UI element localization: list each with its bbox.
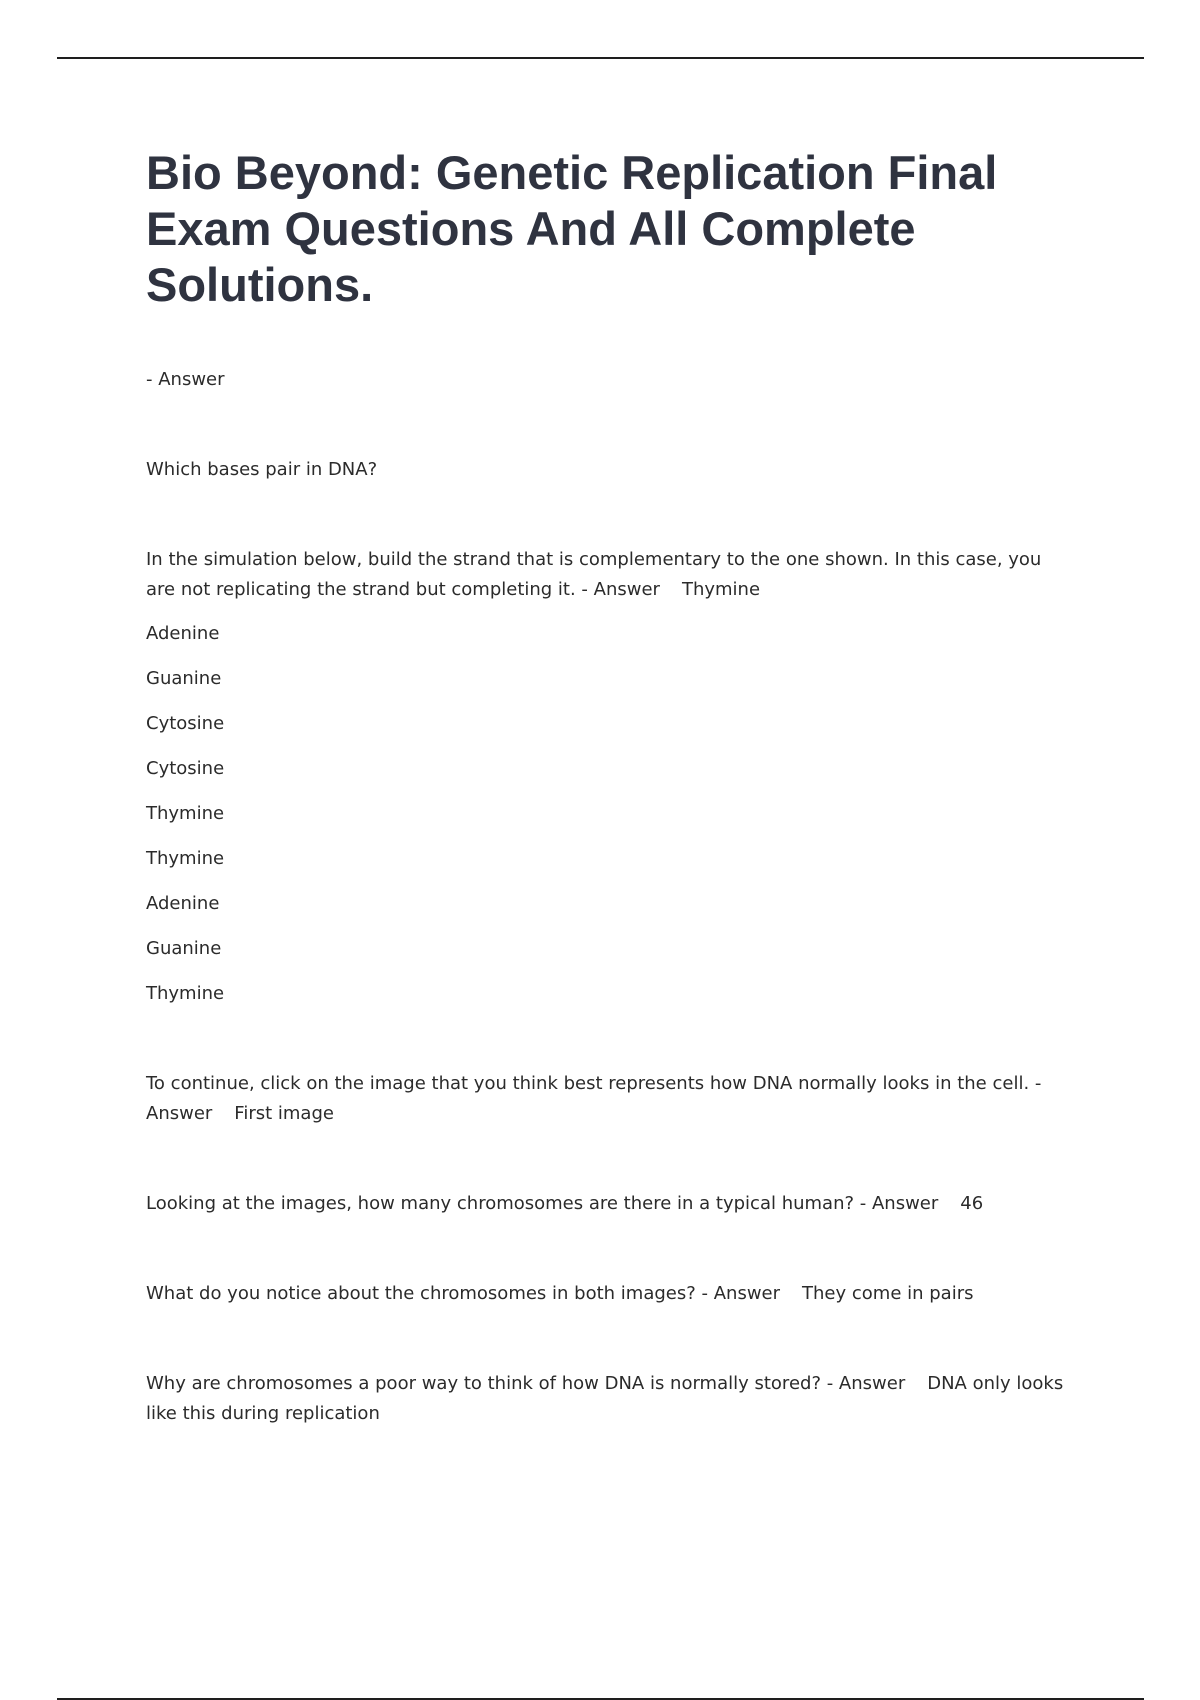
question-text: In the simulation below, build the strand that is complementary to the one shown. In this case, you are not replicating the strand but completing it. - Answer (146, 549, 1042, 600)
list-item: Thymine (146, 803, 225, 824)
answer-text: Thymine (681, 579, 761, 600)
list-item: Adenine (146, 893, 220, 914)
list-item: Cytosine (146, 758, 225, 779)
question-chromosome-count (146, 1189, 1076, 1219)
answer-text: 46 (960, 1193, 984, 1214)
page-title: Bio Beyond: Genetic Replication Final Exam Questions And All Complete Solutions. (146, 146, 998, 311)
question-text: Looking at the images, how many chromosomes are there in a typical human? - Answer (146, 1193, 939, 1214)
intro-answer: - Answer (146, 369, 225, 390)
question-text: To continue, click on the image that you think best represents how DNA normally looks in the cell. - Answer (146, 1073, 1042, 1124)
question-dna-image (146, 1069, 1076, 1129)
list-item: Thymine (146, 848, 225, 869)
list-item: Guanine (146, 668, 222, 689)
question-text: What do you notice about the chromosomes in both images? - Answer (146, 1283, 781, 1304)
question-chromosome-storage (146, 1369, 1076, 1429)
list-item: Adenine (146, 623, 220, 644)
question-bases-pair: Which bases pair in DNA? (146, 459, 378, 480)
question-text: Why are chromosomes a poor way to think of how DNA is normally stored? - Answer (146, 1373, 906, 1394)
answer-text: They come in pairs (802, 1283, 974, 1304)
base-list (146, 619, 1076, 1009)
document-body (146, 145, 1076, 1429)
question-chromosome-notice (146, 1279, 1076, 1309)
question-complementary-strand (146, 545, 1076, 605)
list-item: Cytosine (146, 713, 225, 734)
list-item: Guanine (146, 938, 222, 959)
top-divider (57, 57, 1144, 59)
answer-text: First image (234, 1103, 334, 1124)
list-item: Thymine (146, 983, 225, 1004)
answer-text: DNA only looks like this during replication (146, 1373, 1064, 1424)
